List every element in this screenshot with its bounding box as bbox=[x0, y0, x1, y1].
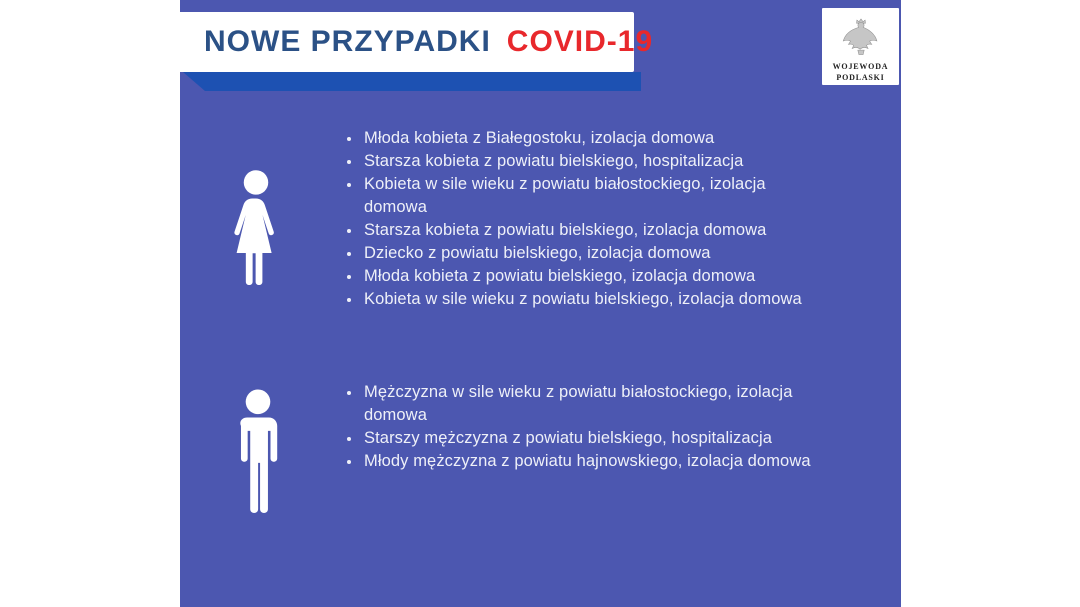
banner-highlight: COVID-19 bbox=[506, 25, 654, 58]
case-item: • Starsza kobieta z powiatu bielskiego, hospitalizacja bbox=[362, 150, 820, 173]
man-icon bbox=[230, 389, 286, 522]
banner-shadow-ribbon bbox=[183, 72, 641, 91]
case-item: • Starsza kobieta z powiatu bielskiego, izolacja domowa bbox=[362, 219, 820, 242]
voivode-badge bbox=[822, 8, 899, 85]
banner-title: NOWE PRZYPADKI bbox=[204, 25, 491, 58]
case-item: • Dziecko z powiatu bielskiego, izolacja domowa bbox=[362, 242, 820, 265]
case-item: • Kobieta w sile wieku z powiatu bielskiego, izolacja domowa bbox=[362, 288, 820, 311]
title-banner bbox=[172, 12, 654, 72]
woman-icon bbox=[224, 167, 288, 297]
case-item: • Kobieta w sile wieku z powiatu białostockiego, izolacja domowa bbox=[362, 173, 820, 219]
case-item: • Mężczyzna w sile wieku z powiatu białostockiego, izolacja domowa bbox=[362, 381, 820, 427]
case-item: • Starszy mężczyzna z powiatu bielskiego, hospitalizacja bbox=[362, 427, 820, 450]
badge-org-line1: WOJEWODA bbox=[832, 62, 889, 71]
case-item: • Młoda kobieta z Białegostoku, izolacja domowa bbox=[362, 127, 820, 150]
polish-eagle-emblem bbox=[841, 13, 881, 59]
female-cases-list bbox=[340, 127, 820, 311]
badge-org-line2: PODLASKI bbox=[836, 73, 885, 82]
case-item: • Młody mężczyzna z powiatu hajnowskiego, izolacja domowa bbox=[362, 450, 820, 473]
case-item: • Młoda kobieta z powiatu bielskiego, izolacja domowa bbox=[362, 265, 820, 288]
male-cases-list bbox=[340, 381, 820, 473]
